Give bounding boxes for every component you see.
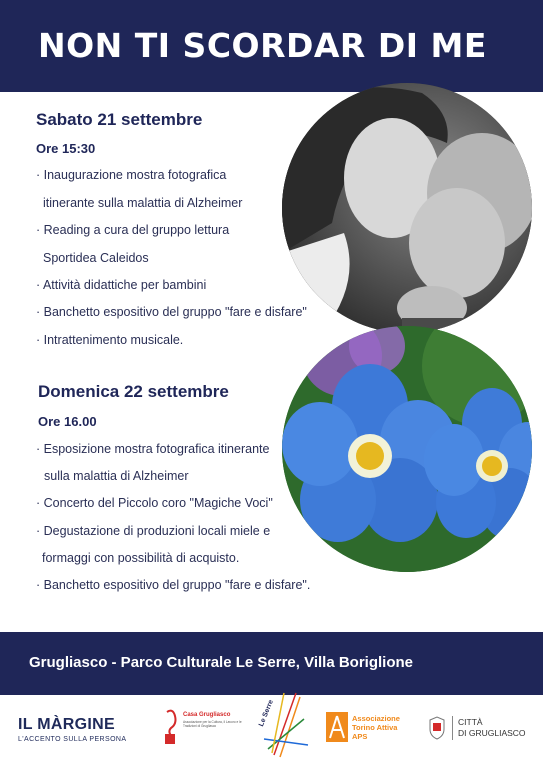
le-serre-logo [254,689,314,759]
sunday-time: Ore 16.00 [38,414,97,429]
torino-attiva-emblem [326,712,348,742]
citta-divider [452,716,453,740]
torino-attiva-line-2: Torino Attiva [352,723,398,732]
forget-me-not-flower-photo [282,326,532,572]
sunday-item: · Banchetto espositivo del gruppo "fare e disfare". [36,578,311,592]
sunday-item: · Concerto del Piccolo coro "Magiche Voci" [36,496,273,510]
saturday-item: · Inaugurazione mostra fotografica [36,168,227,182]
torino-attiva-line-1: Associazione [352,714,400,723]
location-text: Grugliasco - Parco Culturale Le Serre, Villa Boriglione [29,654,414,671]
saturday-item: · Banchetto espositivo del gruppo "fare e disfare" [36,305,307,319]
sunday-item: · Degustazione di produzioni locali miele e [36,524,271,538]
elderly-woman-photo-illustration [282,83,532,333]
le-serre-name: Le Serre [258,699,275,728]
casa-grugliasco-sub: Associazione per la Cultura, il Lavoro e le Tradizioni di Grugliasco [183,720,242,728]
saturday-item: Sportidea Caleidos [43,251,149,265]
saturday-time: Ore 15:30 [36,141,96,156]
citta-line-2: DI GRUGLIASCO [458,728,526,738]
torino-attiva-name [352,714,400,741]
sunday-title: Domenica 22 settembre [38,382,229,401]
il-margine-logo [18,716,126,743]
saturday-item: · Reading a cura del gruppo lettura [36,223,230,237]
city-crest-icon [428,716,446,740]
il-margine-tagline: L'ACCENTO SULLA PERSONA [18,736,127,743]
page-title: NON TI SCORDAR DI ME [38,26,487,65]
casa-grugliasco-logo [163,706,243,746]
citta-line-1: CITTÀ [458,717,483,727]
il-margine-name: IL MÀRGINE [18,716,115,733]
citta-text [458,717,526,739]
saturday-item: · Attività didattiche per bambini [36,278,207,292]
forget-me-not-flower-illustration [282,326,532,572]
torino-attiva-logo [326,712,406,744]
casa-grugliasco-name: Casa Grugliasco [183,712,231,718]
torino-attiva-line-3: APS [352,732,368,741]
saturday-item: itinerante sulla malattia di Alzheimer [43,196,243,210]
citta-di-grugliasco-logo [428,716,528,744]
sunday-item: formaggi con possibilità di acquisto. [42,551,240,565]
elderly-woman-photo [282,83,532,333]
saturday-title: Sabato 21 settembre [36,110,203,129]
sunday-item: · Esposizione mostra fotografica itinerante [36,442,270,456]
sunday-item: sulla malattia di Alzheimer [44,469,189,483]
saturday-item: · Intrattenimento musicale. [36,333,184,347]
